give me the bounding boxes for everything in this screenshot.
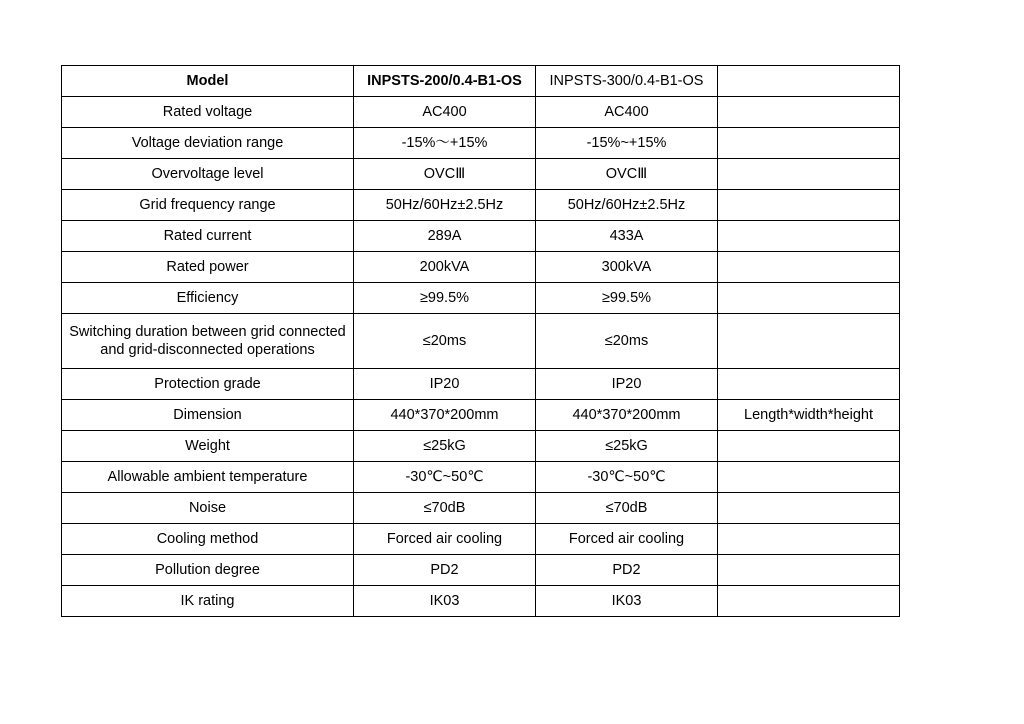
spec-table — [61, 65, 900, 617]
row-notes-cell — [718, 128, 900, 159]
row-label-cell: Overvoltage level — [62, 159, 354, 190]
header-model-a-cell: INPSTS-200/0.4-B1-OS — [354, 66, 536, 97]
row-value-b-cell: Forced air cooling — [536, 524, 718, 555]
row-value-b-cell: ≤25kG — [536, 431, 718, 462]
row-value-a-cell: -15%～+15% — [354, 128, 536, 159]
table-row — [62, 493, 900, 524]
row-label-cell: Cooling method — [62, 524, 354, 555]
row-label-cell: Noise — [62, 493, 354, 524]
row-value-a-cell: 289A — [354, 221, 536, 252]
row-value-b-cell: OVCⅢ — [536, 159, 718, 190]
row-label-cell: Rated power — [62, 252, 354, 283]
row-value-a-cell: IP20 — [354, 369, 536, 400]
table-row — [62, 400, 900, 431]
row-value-b-cell: IP20 — [536, 369, 718, 400]
row-label-cell: Allowable ambient temperature — [62, 462, 354, 493]
table-row — [62, 369, 900, 400]
row-label-cell: Rated current — [62, 221, 354, 252]
row-value-a-cell: PD2 — [354, 555, 536, 586]
row-value-b-cell: 433A — [536, 221, 718, 252]
row-value-a-cell: OVCⅢ — [354, 159, 536, 190]
row-value-b-cell: 440*370*200mm — [536, 400, 718, 431]
row-value-a-cell: -30℃~50℃ — [354, 462, 536, 493]
row-value-a-cell: ≤20ms — [354, 314, 536, 369]
table-row — [62, 190, 900, 221]
row-value-a-cell: 50Hz/60Hz±2.5Hz — [354, 190, 536, 221]
row-label-cell: Voltage deviation range — [62, 128, 354, 159]
row-notes-cell — [718, 524, 900, 555]
row-notes-cell — [718, 190, 900, 221]
row-value-a-cell: ≥99.5% — [354, 283, 536, 314]
row-label-cell: Switching duration between grid connected and grid-disconnected operations — [62, 314, 354, 369]
table-header-row — [62, 66, 900, 97]
row-value-b-cell: ≥99.5% — [536, 283, 718, 314]
row-value-b-cell: PD2 — [536, 555, 718, 586]
row-notes-cell — [718, 431, 900, 462]
row-label-cell: Rated voltage — [62, 97, 354, 128]
row-value-a-cell: 200kVA — [354, 252, 536, 283]
table-row — [62, 555, 900, 586]
row-notes-cell — [718, 159, 900, 190]
row-notes-cell — [718, 283, 900, 314]
row-notes-cell — [718, 462, 900, 493]
row-value-a-cell: Forced air cooling — [354, 524, 536, 555]
row-label-cell: IK rating — [62, 586, 354, 617]
table-row — [62, 97, 900, 128]
row-label-cell: Efficiency — [62, 283, 354, 314]
table-row — [62, 462, 900, 493]
row-value-b-cell: -30℃~50℃ — [536, 462, 718, 493]
row-notes-cell — [718, 221, 900, 252]
row-notes-cell — [718, 314, 900, 369]
row-notes-cell — [718, 493, 900, 524]
row-notes-cell: Length*width*height — [718, 400, 900, 431]
row-value-a-cell: ≤25kG — [354, 431, 536, 462]
row-label-cell: Grid frequency range — [62, 190, 354, 221]
row-value-a-cell: 440*370*200mm — [354, 400, 536, 431]
table-row — [62, 283, 900, 314]
header-model-b-cell: INPSTS-300/0.4-B1-OS — [536, 66, 718, 97]
spec-table-body — [62, 66, 900, 617]
row-value-b-cell: ≤20ms — [536, 314, 718, 369]
header-notes-cell — [718, 66, 900, 97]
row-value-a-cell: AC400 — [354, 97, 536, 128]
row-notes-cell — [718, 252, 900, 283]
row-label-cell: Weight — [62, 431, 354, 462]
row-notes-cell — [718, 97, 900, 128]
header-label-cell: Model — [62, 66, 354, 97]
table-row — [62, 221, 900, 252]
table-row — [62, 314, 900, 369]
table-row — [62, 431, 900, 462]
row-value-b-cell: AC400 — [536, 97, 718, 128]
row-label-cell: Pollution degree — [62, 555, 354, 586]
table-row — [62, 586, 900, 617]
row-value-b-cell: -15%~+15% — [536, 128, 718, 159]
row-notes-cell — [718, 369, 900, 400]
row-value-b-cell: 300kVA — [536, 252, 718, 283]
table-row — [62, 128, 900, 159]
row-label-cell: Dimension — [62, 400, 354, 431]
row-value-b-cell: IK03 — [536, 586, 718, 617]
table-row — [62, 159, 900, 190]
row-label-cell: Protection grade — [62, 369, 354, 400]
row-notes-cell — [718, 555, 900, 586]
table-row — [62, 252, 900, 283]
row-value-a-cell: IK03 — [354, 586, 536, 617]
row-value-b-cell: 50Hz/60Hz±2.5Hz — [536, 190, 718, 221]
row-value-a-cell: ≤70dB — [354, 493, 536, 524]
table-row — [62, 524, 900, 555]
row-value-b-cell: ≤70dB — [536, 493, 718, 524]
row-notes-cell — [718, 586, 900, 617]
